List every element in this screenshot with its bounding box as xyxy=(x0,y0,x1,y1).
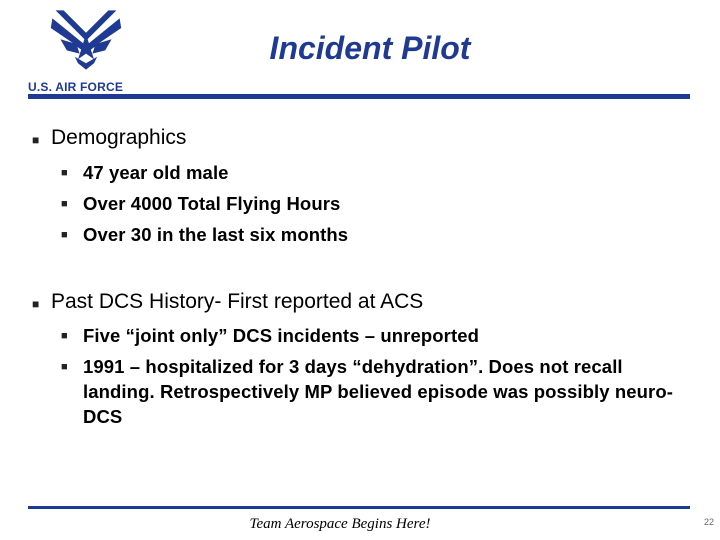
air-force-wings-icon xyxy=(46,4,126,76)
footer-divider xyxy=(28,506,690,509)
square-bullet-icon: ■ xyxy=(32,133,40,147)
square-bullet-icon: ■ xyxy=(61,330,68,342)
list-item: 1991 – hospitalized for 3 days “dehydration”. Does not recall landing. Retrospectively MP believed episode was possibly neuro- DCS xyxy=(83,356,673,427)
square-bullet-icon: ■ xyxy=(61,361,68,373)
footer-tagline: Team Aerospace Begins Here! xyxy=(249,516,431,532)
section-heading-demographics: Demographics xyxy=(51,126,187,149)
square-bullet-icon: ■ xyxy=(61,167,68,179)
logo-text: U.S. AIR FORCE xyxy=(28,80,124,94)
header-divider xyxy=(28,94,690,99)
square-bullet-icon: ■ xyxy=(32,297,40,311)
air-force-logo xyxy=(28,4,140,94)
list-item: 47 year old male xyxy=(83,162,229,183)
page-number: 22 xyxy=(703,517,714,527)
list-item: Over 4000 Total Flying Hours xyxy=(83,193,341,214)
list-item: Over 30 in the last six months xyxy=(83,224,349,245)
page-title: Incident Pilot xyxy=(269,30,471,66)
list-item: Five “joint only” DCS incidents – unreported xyxy=(83,325,480,346)
square-bullet-icon: ■ xyxy=(61,198,68,210)
section-heading-dcs-history: Past DCS History- First reported at ACS xyxy=(51,290,424,313)
square-bullet-icon: ■ xyxy=(61,229,68,241)
